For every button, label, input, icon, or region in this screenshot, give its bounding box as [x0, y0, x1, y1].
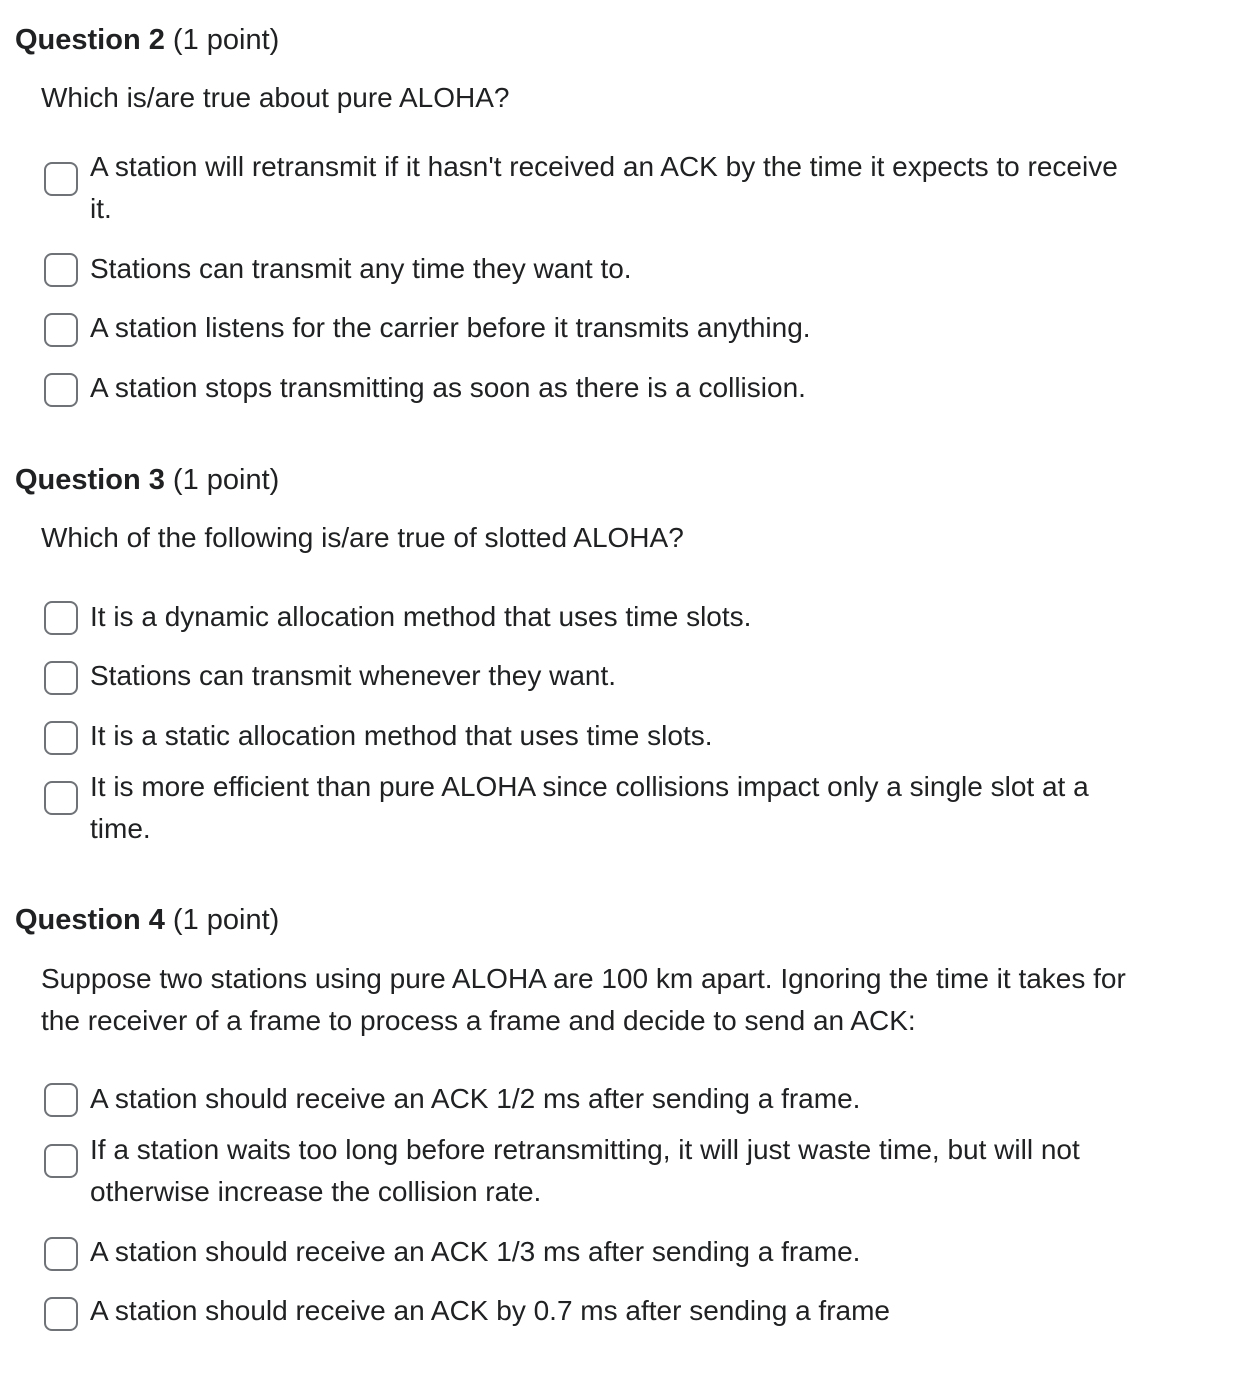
question-title: Question 3	[15, 464, 165, 496]
answer-checkbox[interactable]	[44, 1144, 78, 1178]
answer-checkbox[interactable]	[44, 1083, 78, 1117]
answer-checkbox[interactable]	[44, 661, 78, 695]
answer-checkbox[interactable]	[44, 721, 78, 755]
question-points: (1 point)	[172, 904, 280, 936]
question-title: Question 4	[15, 904, 165, 936]
question-4-header	[15, 902, 279, 938]
question-points: (1 point)	[172, 464, 280, 496]
question-prompt: Which is/are true about pure ALOHA?	[41, 82, 510, 113]
question-prompt: Suppose two stations using pure ALOHA are 100 km apart. Ignoring the time it takes for the receiver of a frame to process a frame and decide to send an ACK:	[41, 963, 1126, 1036]
answer-checkbox[interactable]	[44, 313, 78, 347]
question-2-header	[15, 22, 279, 58]
answer-label: A station should receive an ACK by 0.7 ms after sending a frame	[90, 1295, 890, 1326]
answer-label: A station should receive an ACK 1/2 ms after sending a frame.	[90, 1083, 861, 1114]
answer-label: It is more efficient than pure ALOHA since collisions impact only a single slot at a time.	[90, 771, 1089, 844]
answer-label: It is a static allocation method that uses time slots.	[90, 720, 713, 751]
answer-label: If a station waits too long before retransmitting, it will just waste time, but will not otherwise increase the collision rate.	[90, 1134, 1080, 1207]
answer-label: A station will retransmit if it hasn't received an ACK by the time it expects to receive it.	[90, 151, 1118, 224]
answer-checkbox[interactable]	[44, 1237, 78, 1271]
answer-label: A station should receive an ACK 1/3 ms after sending a frame.	[90, 1236, 861, 1267]
question-3-header	[15, 462, 279, 498]
answer-label: A station listens for the carrier before it transmits anything.	[90, 312, 811, 343]
answer-checkbox[interactable]	[44, 781, 78, 815]
question-points: (1 point)	[172, 24, 280, 56]
answer-label: Stations can transmit any time they want to.	[90, 253, 632, 284]
answer-label: Stations can transmit whenever they want.	[90, 660, 617, 691]
answer-label: A station stops transmitting as soon as there is a collision.	[90, 372, 806, 403]
answer-checkbox[interactable]	[44, 373, 78, 407]
answer-checkbox[interactable]	[44, 253, 78, 287]
question-title: Question 2	[15, 24, 165, 56]
question-prompt: Which of the following is/are true of slotted ALOHA?	[41, 522, 684, 553]
answer-checkbox[interactable]	[44, 601, 78, 635]
answer-checkbox[interactable]	[44, 1297, 78, 1331]
answer-checkbox[interactable]	[44, 162, 78, 196]
answer-label: It is a dynamic allocation method that uses time slots.	[90, 601, 752, 632]
